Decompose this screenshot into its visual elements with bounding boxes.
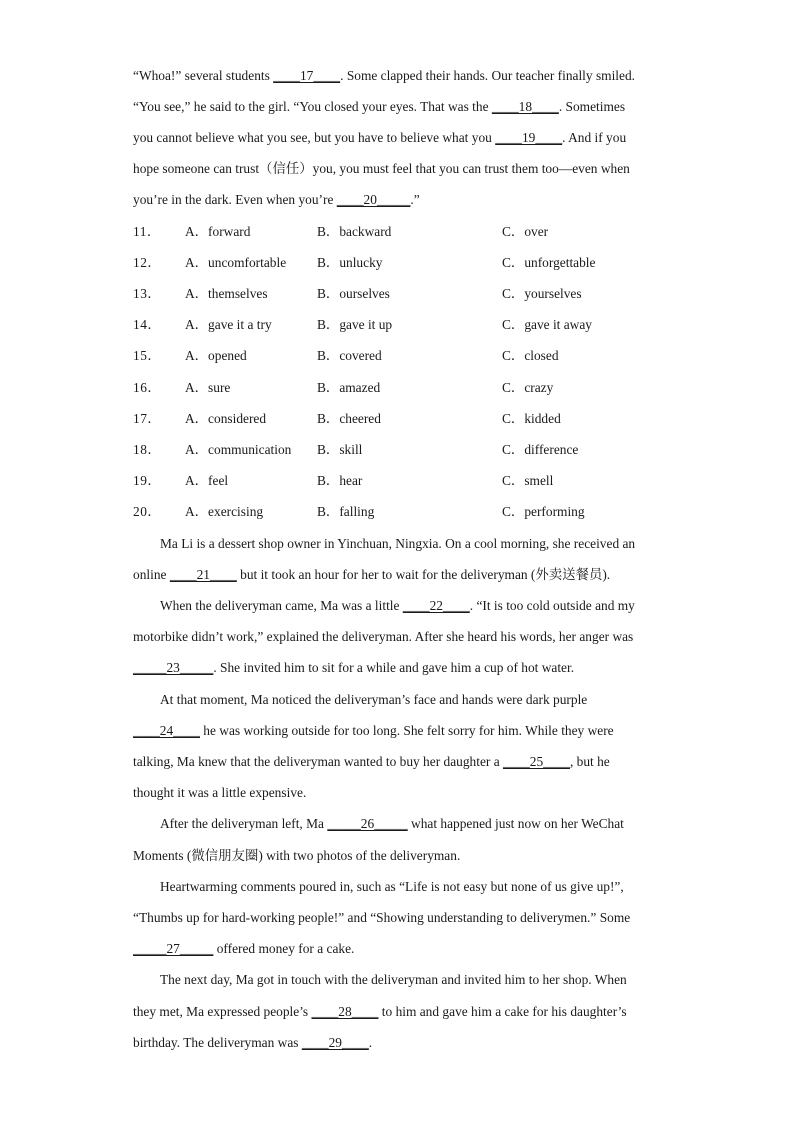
option-c: C．yourselves [502, 286, 582, 301]
question-number: 13． [133, 286, 162, 301]
passage1-line [133, 98, 625, 116]
passage2-line [133, 659, 574, 677]
line-text: , but he [569, 754, 610, 769]
line-text: offered money for a cake. [213, 941, 355, 956]
line-text: . [368, 1035, 373, 1050]
passage2-line [160, 878, 624, 896]
passage1-line [133, 191, 420, 209]
question-number: 17． [133, 411, 162, 426]
line-text: . “It is too cold outside and my [469, 598, 635, 613]
line-text: When the deliveryman came, Ma was a little [160, 598, 403, 613]
option-a: A．sure [185, 380, 231, 395]
line-text: Heartwarming comments poured in, such as “Life is not easy but none of us give up!”, [160, 879, 624, 894]
line-text: talking, Ma knew that the deliveryman wanted to buy her daughter a [133, 754, 503, 769]
passage2-line [133, 566, 610, 584]
option-c: C．smell [502, 473, 554, 488]
option-a: A．considered [185, 411, 267, 426]
option-b: B．backward [317, 224, 392, 239]
option-b: B．gave it up [317, 317, 393, 332]
line-text: you’re in the dark. Even when you’re [133, 192, 337, 207]
line-text: “Whoa!” several students [133, 68, 274, 83]
answer-blank: _____27_____ [133, 941, 214, 956]
line-text: Moments (微信朋友圈) with two photos of the deliveryman. [133, 848, 461, 863]
option-b: B．ourselves [317, 286, 390, 301]
line-text: he was working outside for too long. She felt sorry for him. While they were [199, 723, 614, 738]
passage2-line [133, 1034, 372, 1052]
answer-blank: ____20_____ [336, 192, 411, 207]
question-number: 16． [133, 380, 162, 395]
answer-blank: ____28____ [311, 1004, 379, 1019]
question-number: 18． [133, 442, 162, 457]
option-b: B．amazed [317, 380, 381, 395]
option-c: C．difference [502, 442, 579, 457]
question-options-row [133, 285, 693, 303]
option-c: C．closed [502, 348, 559, 363]
question-number: 14． [133, 317, 162, 332]
passage2-line [133, 1003, 627, 1021]
question-options-row [133, 503, 693, 521]
passage1-line [133, 160, 630, 178]
question-options-row [133, 254, 693, 272]
option-c: C．gave it away [502, 317, 592, 332]
option-c: C．performing [502, 504, 585, 519]
line-text: birthday. The deliveryman was [133, 1035, 302, 1050]
option-b: B．hear [317, 473, 363, 488]
question-options-row [133, 410, 693, 428]
line-text: online [133, 567, 170, 582]
passage2-line [133, 847, 460, 865]
line-text: “You see,” he said to the girl. “You closed your eyes. That was the [133, 99, 492, 114]
line-text: . Some clapped their hands. Our teacher finally smiled. [340, 68, 636, 83]
question-number: 12． [133, 255, 162, 270]
answer-blank: ____18____ [491, 99, 559, 114]
option-b: B．falling [317, 504, 375, 519]
option-b: B．unlucky [317, 255, 383, 270]
answer-blank: ____25____ [503, 754, 570, 769]
line-text: you cannot believe what you see, but you have to believe what you [133, 130, 496, 145]
answer-blank: ____29____ [301, 1035, 369, 1050]
passage2-line [133, 909, 630, 927]
option-a: A．gave it a try [185, 317, 272, 332]
answer-blank: ____19____ [495, 130, 563, 145]
option-b: B．covered [317, 348, 382, 363]
passage1-line [133, 67, 635, 85]
line-text: At that moment, Ma noticed the deliveryman’s face and hands were dark purple [160, 692, 588, 707]
question-number: 20． [133, 504, 162, 519]
passage1-line [133, 129, 626, 147]
passage2-line [133, 940, 354, 958]
option-c: C．over [502, 224, 549, 239]
question-options-row [133, 316, 693, 334]
line-text: Ma Li is a dessert shop owner in Yinchuan, Ningxia. On a cool morning, she received an [160, 536, 636, 551]
question-number: 15． [133, 348, 162, 363]
question-options-row [133, 223, 693, 241]
option-a: A．communication [185, 442, 292, 457]
passage2-line [160, 597, 635, 615]
option-c: C．crazy [502, 380, 554, 395]
line-text: “Thumbs up for hard-working people!” and “Showing understanding to deliverymen.” Some [133, 910, 631, 925]
passage2-line [160, 535, 635, 553]
answer-blank: ____22____ [402, 598, 470, 613]
passage2-line [160, 815, 624, 833]
option-a: A．opened [185, 348, 247, 363]
line-text: to him and gave him a cake for his daughter’s [378, 1004, 627, 1019]
line-text: they met, Ma expressed people’s [133, 1004, 312, 1019]
passage2-line [133, 628, 633, 646]
option-c: C．unforgettable [502, 255, 596, 270]
option-b: B．skill [317, 442, 363, 457]
line-text: motorbike didn’t work,” explained the deliveryman. After she heard his words, her anger was [133, 629, 634, 644]
line-text: The next day, Ma got in touch with the deliveryman and invited him to her shop. When [160, 972, 627, 987]
option-a: A．feel [185, 473, 229, 488]
line-text: but it took an hour for her to wait for the deliveryman (外卖送餐员). [236, 567, 611, 582]
passage2-line [133, 753, 610, 771]
passage2-line [160, 691, 587, 709]
question-options-row [133, 441, 693, 459]
answer-blank: _____26_____ [327, 816, 408, 831]
line-text: . She invited him to sit for a while and gave him a cup of hot water. [213, 660, 575, 675]
answer-blank: ____24____ [133, 723, 200, 738]
passage2-line [133, 784, 306, 802]
option-a: A．forward [185, 224, 251, 239]
question-options-row [133, 347, 693, 365]
question-options-row [133, 472, 693, 490]
option-a: A．themselves [185, 286, 268, 301]
line-text: .” [410, 192, 420, 207]
line-text: what happened just now on her WeChat [407, 816, 624, 831]
option-a: A．uncomfortable [185, 255, 287, 270]
option-b: B．cheered [317, 411, 381, 426]
answer-blank: ____17____ [273, 68, 341, 83]
passage2-line [133, 722, 614, 740]
option-c: C．kidded [502, 411, 561, 426]
option-a: A．exercising [185, 504, 264, 519]
question-options-row [133, 379, 693, 397]
line-text: . Sometimes [558, 99, 626, 114]
line-text: . And if you [562, 130, 627, 145]
question-number: 11． [133, 224, 161, 239]
line-text: hope someone can trust（信任）you, you must feel that you can trust them too—even when [133, 161, 630, 176]
answer-blank: _____23_____ [133, 660, 214, 675]
line-text: After the deliveryman left, Ma [160, 816, 328, 831]
question-number: 19． [133, 473, 162, 488]
passage2-line [160, 971, 627, 989]
answer-blank: ____21____ [169, 567, 237, 582]
line-text: thought it was a little expensive. [133, 785, 307, 800]
